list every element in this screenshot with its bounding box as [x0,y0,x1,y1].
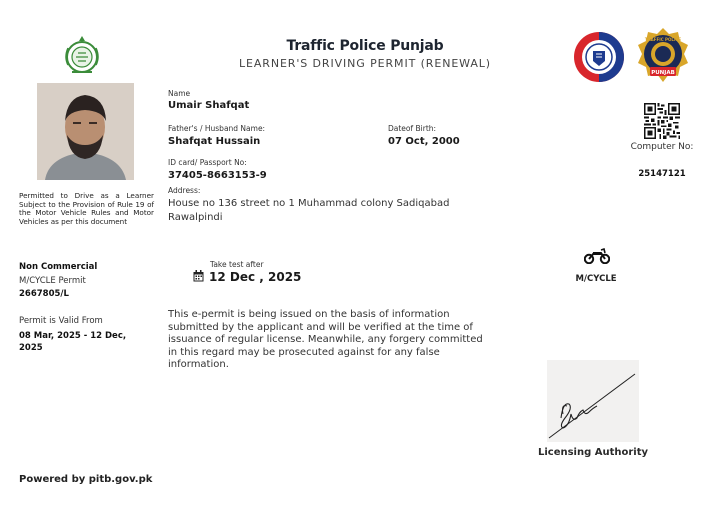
test-date: 12 Dec , 2025 [209,270,302,284]
address: House no 136 street no 1 Muhammad colony Sadiqabad Rawalpindi [168,198,450,223]
punjab-government-emblem-icon [60,33,104,75]
permit-provision-note: Permitted to Drive as a Learner Subject to the Provision of Rule 19 of the Motor Vehicle Rules and Motor Vehicles as per this document [19,191,154,226]
badge-top-text: TRAFFIC POLICE [644,37,682,42]
computer-number: 25147121 [638,169,686,179]
calendar-icon [193,270,204,282]
date-of-birth: 07 Oct, 2000 [388,136,460,147]
punjab-police-emblem-icon [573,31,625,83]
father-name-label: Father's / Husband Name: [168,124,266,133]
dob-label: Dateof Birth: [388,124,437,133]
id-card-label: ID card/ Passport No: [168,158,247,167]
address-label: Address: [168,186,201,195]
applicant-name: Umair Shafqat [168,100,250,111]
applicant-photo [37,83,134,180]
document-title: Traffic Police Punjab [286,38,444,54]
valid-dates: 08 Mar, 2025 - 12 Dec, 2025 [19,331,127,353]
qr-code-icon [644,103,680,139]
name-label: Name [168,89,191,98]
permit-type: M/CYCLE Permit [19,276,86,286]
authority-signature [547,360,639,442]
id-card-number: 37405-8663153-9 [168,170,267,181]
take-test-label: Take test after [210,260,264,269]
computer-number-label: Computer No: [630,142,694,152]
father-name: Shafqat Hussain [168,136,261,147]
motorcycle-icon [584,246,610,264]
signature-icon [547,360,639,442]
badge-bottom-text: PUNJAB [651,70,675,76]
permit-category: Non Commercial [19,262,98,272]
powered-by-footer: Powered by pitb.gov.pk [19,474,153,485]
vehicle-type: M/CYCLE [575,274,617,284]
valid-from-label: Permit is Valid From [19,316,103,326]
permit-number: 2667805/L [19,289,69,299]
disclaimer-text: This e-permit is being issued on the basis of information submitted by the applicant and will be verified at the time of issuance of regular license. Meanwhile, any forgery committed in this regard may be prosecuted against for any false information. [168,309,483,371]
person-photo-icon [37,83,134,180]
traffic-police-punjab-badge-icon [634,26,692,84]
licensing-authority-label: Licensing Authority [537,447,649,458]
document-subtitle: LEARNER'S DRIVING PERMIT (RENEWAL) [238,57,491,70]
